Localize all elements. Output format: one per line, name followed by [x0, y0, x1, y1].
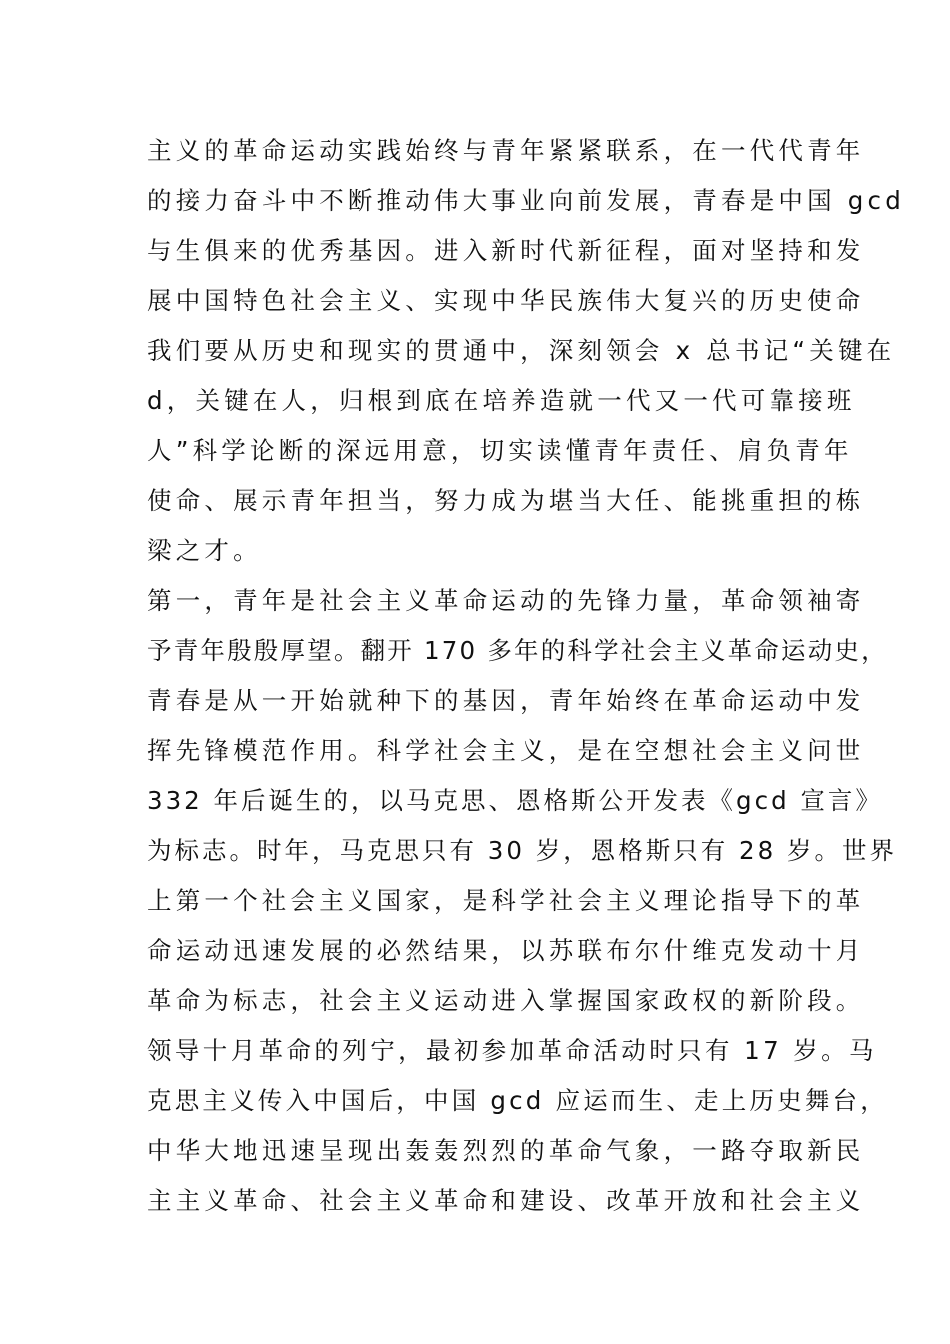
- text-line: 第一，青年是社会主义革命运动的先锋力量，革命领袖寄: [147, 586, 865, 615]
- text-line: 革命为标志，社会主义运动进入掌握国家政权的新阶段。: [147, 986, 865, 1015]
- text-line: 的接力奋斗中不断推动伟大事业向前发展，青春是中国 gcd: [147, 186, 905, 215]
- text-line: 予青年殷殷厚望。翻开 170 多年的科学社会主义革命运动史，: [147, 636, 888, 665]
- text-line: 我们要从历史和现实的贯通中，深刻领会 x 总书记“关键在: [147, 336, 896, 365]
- text-line: 为标志。时年，马克思只有 30 岁，恩格斯只有 28 岁。世界: [147, 836, 897, 865]
- text-line: 命运动迅速发展的必然结果，以苏联布尔什维克发动十月: [147, 936, 865, 965]
- text-line: 领导十月革命的列宁，最初参加革命活动时只有 17 岁。马: [147, 1036, 877, 1065]
- text-line: 332 年后诞生的，以马克思、恩格斯公开发表《gcd 宣言》: [147, 786, 883, 815]
- text-line: 青春是从一开始就种下的基因，青年始终在革命运动中发: [147, 686, 865, 715]
- text-line: 梁之才。: [147, 536, 262, 565]
- text-line: 使命、展示青年担当，努力成为堪当大任、能挑重担的栋: [147, 486, 865, 515]
- text-line: 与生俱来的优秀基因。进入新时代新征程，面对坚持和发: [147, 236, 865, 265]
- text-line: 主义的革命运动实践始终与青年紧紧联系，在一代代青年: [147, 136, 865, 165]
- text-line: 人”科学论断的深远用意，切实读懂青年责任、肩负青年: [147, 436, 853, 465]
- text-line: 挥先锋模范作用。科学社会主义，是在空想社会主义问世: [147, 736, 865, 765]
- text-line: 克思主义传入中国后，中国 gcd 应运而生、走上历史舞台，: [147, 1086, 888, 1115]
- text-line: 展中国特色社会主义、实现中华民族伟大复兴的历史使命: [147, 286, 865, 315]
- text-line: 上第一个社会主义国家，是科学社会主义理论指导下的革: [147, 886, 865, 915]
- text-line: d，关键在人，归根到底在培养造就一代又一代可靠接班: [147, 386, 856, 415]
- text-line: 中华大地迅速呈现出轰轰烈烈的革命气象，一路夺取新民: [147, 1136, 865, 1165]
- text-line: 主主义革命、社会主义革命和建设、改革开放和社会主义: [147, 1186, 865, 1215]
